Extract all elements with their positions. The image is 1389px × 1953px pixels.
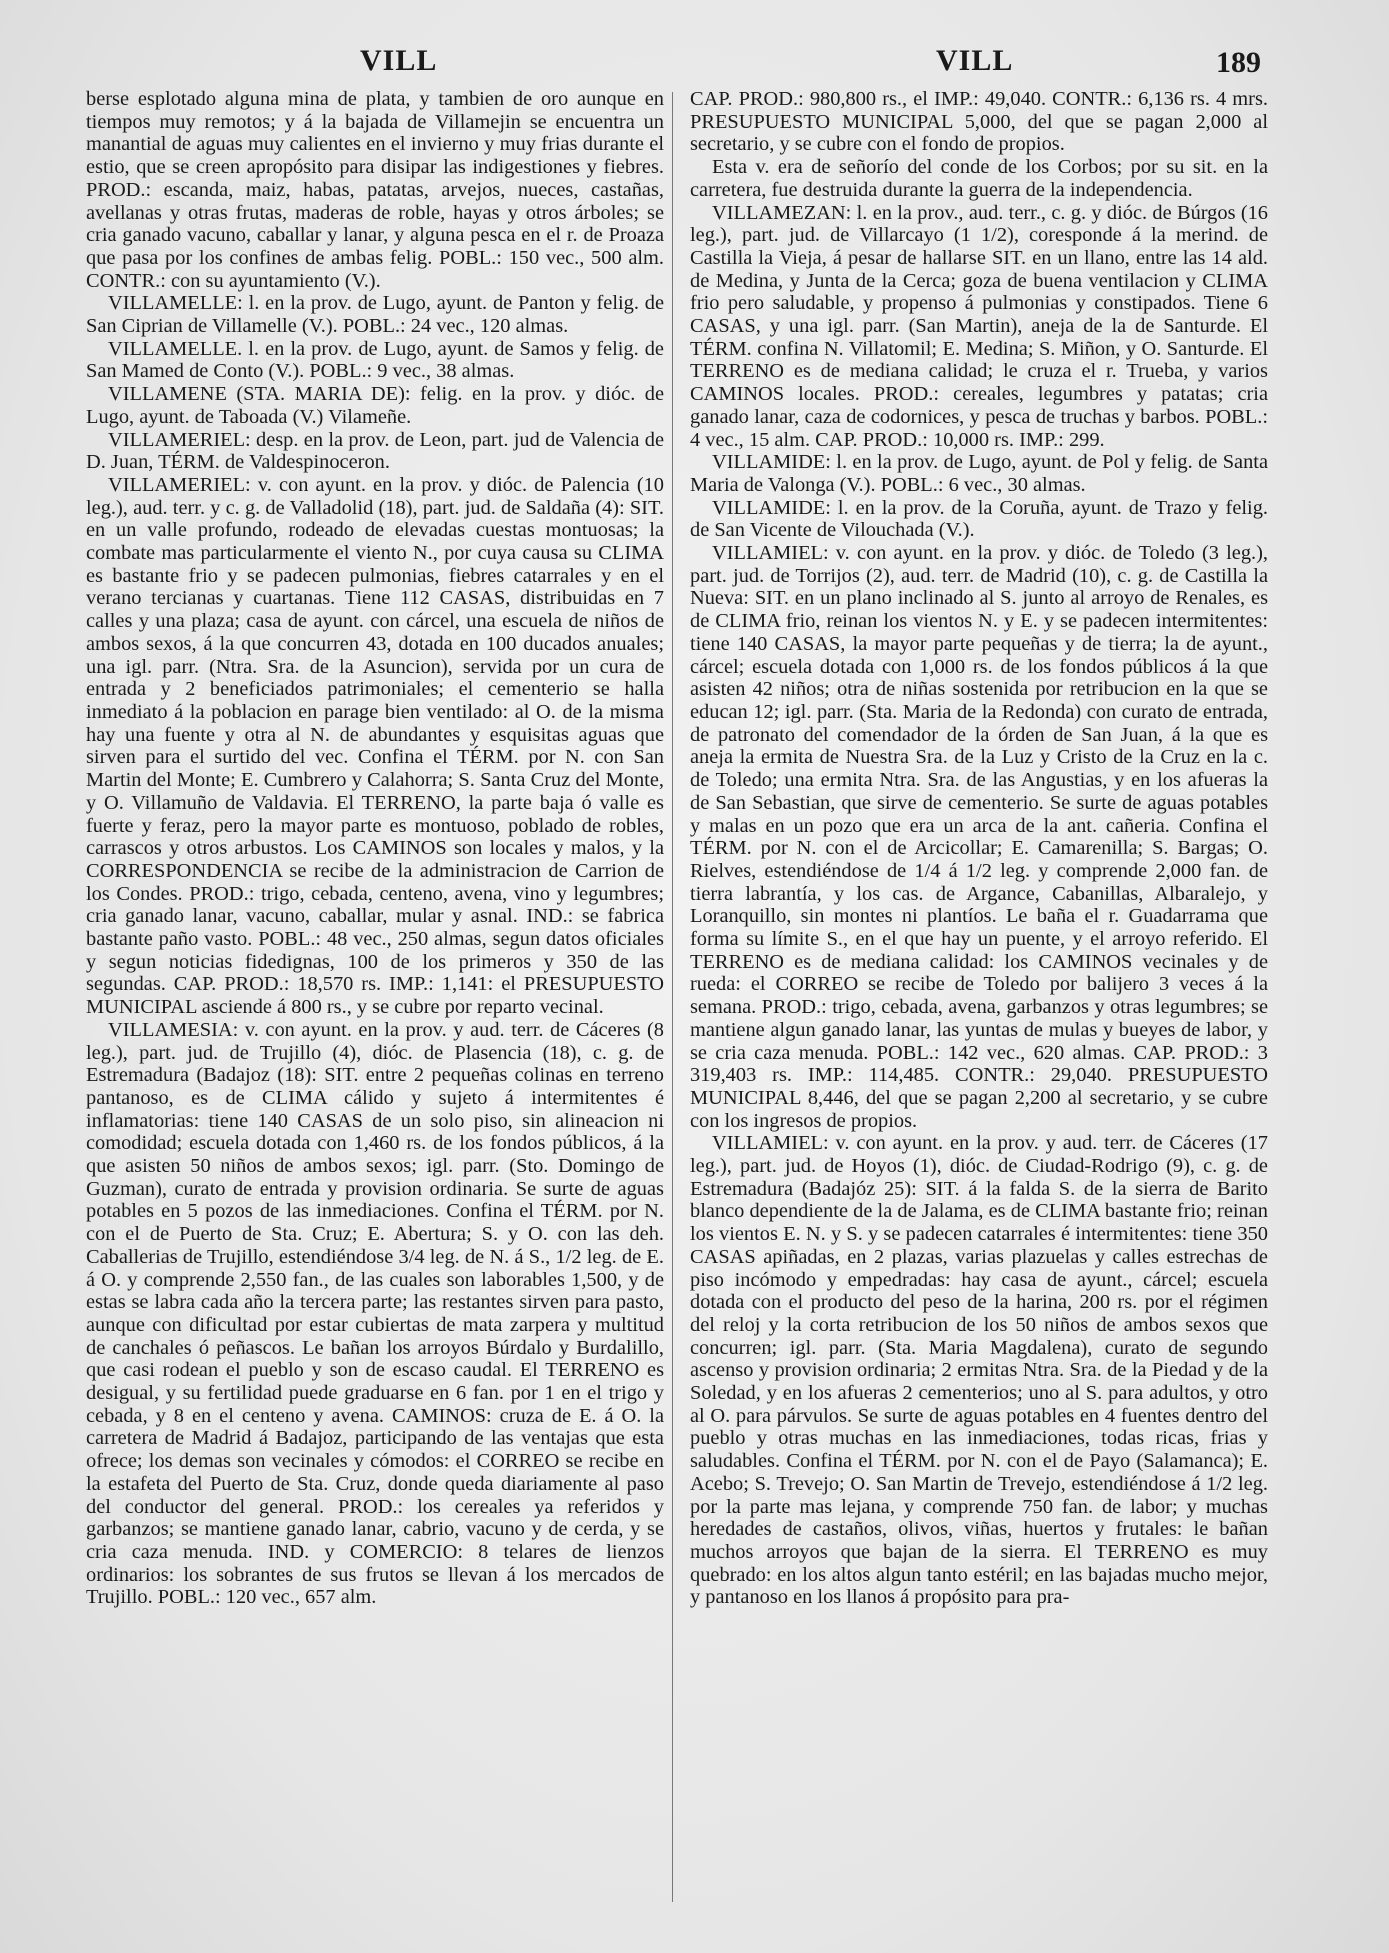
right-column [690, 88, 1268, 1609]
entry-paragraph: VILLAMIDE: l. en la prov. de la Coruña, ayunt. de Trazo y felig. de San Vicente de Vilouchada (V.). [690, 496, 1268, 542]
entry-paragraph: VILLAMIEL: v. con ayunt. en la prov. y dióc. de Toledo (3 leg.), part. jud. de Torrijos (2), aud. terr. de Madrid (10), c. g. de Castilla la Nueva: SIT. en un plano inclinado al S. junto al arroyo de Renales, es de CLIMA frio, reinan los vientos N. y E. y se padecen intermitentes: tiene 140 CASAS, la mayor parte pequeñas y de tierra; la de ayunt., cárcel; escuela dotada con 1,000 rs. de los fondos públicos á la que asisten 42 niños; otra de niñas sostenida por retribucion en la que se educan 12; igl. parr. (Sta. Maria de la Redonda) con curato de entrada, de patronato del comendador de la órden de San Juan, á la que es aneja la ermita de Nuestra Sra. de la Luz y Cristo de la Cruz en la c. de Toledo; una ermita Ntra. Sra. de las Angustias, y en los afueras la de San Sebastian, que sirve de cementerio. Se surte de aguas potables y malas en un pozo que era un arca de la ant. cañeria. Confina el TÉRM. por N. con el de Arcicollar; E. Camarenilla; S. Bargas; O. Rielves, estendiéndose de 1/4 á 1/2 leg. y comprende 2,000 fan. de tierra labrantía, y los cas. de Argance, Cabanillas, Albaralejo, y Loranquillo, sin montes ni plantíos. Le baña el r. Guadarrama que forma su límite S., en el que hay un puente, y el arroyo referido. El TERRENO es de mediana calidad: los CAMINOS vecinales y de rueda: el CORREO se recibe de Toledo por balijero 3 veces á la semana. PROD.: trigo, cebada, avena, garbanzos y otras legumbres; se mantiene algun ganado lanar, las yuntas de mulas y bueyes de labor, y se cria caza menuda. POBL.: 142 vec., 620 almas. CAP. PROD.: 3 319,403 rs. IMP.: 114,485. CONTR.: 29,040. PRESUPUESTO MUNICIPAL 8,446, del que se pagan 2,200 al secretario, y se cubre con los ingresos de propios. [690, 542, 1268, 1132]
header-right-title: VILL [936, 44, 1014, 77]
column-divider [672, 92, 673, 1902]
entry-paragraph: VILLAMERIEL: v. con ayunt. en la prov. y dióc. de Palencia (10 leg.), aud. terr. y c. g. de Valladolid (18), part. jud. de Saldaña (4): SIT. en un valle profundo, rodeado de elevadas cuestas montuosas; la combate mas particularmente el viento N., por cuya causa su CLIMA es bastante frio y se padecen pulmonias, fiebres catarrales y en el verano tercianas y cuartanas. Tiene 112 CASAS, distribuidas en 7 calles y una plaza; casa de ayunt. con cárcel, una escuela de niños de ambos sexos, á la que concurren 43, dotada en 100 ducados anuales; una igl. parr. (Ntra. Sra. de la Asuncion), servida por un cura de entrada y 2 beneficiados patrimoniales; el cementerio se halla inmediato á la poblacion en parage bien ventilado: al O. de la misma hay una fuente y otra al N. de abundantes y esquisitas aguas que sirven para el surtido del vec. Confina el TÉRM. por N. con San Martin del Monte; E. Cumbrero y Calahorra; S. Santa Cruz del Monte, y O. Villamuño de Valdavia. El TERRENO, la parte baja ó valle es fuerte y feraz, pero la mayor parte es montuoso, poblado de robles, carrascos y otros arbustos. Los CAMINOS son locales y malos, y la CORRESPONDENCIA se recibe de la administracion de Carrion de los Condes. PROD.: trigo, cebada, centeno, avena, vino y legumbres; cria ganado lanar, vacuno, caballar, mular y asnal. IND.: se fabrica bastante paño vasto. POBL.: 48 vec., 250 almas, segun datos oficiales y segun noticias fidedignas, 100 de los primeros y 350 de las segundas. CAP. PROD.: 18,570 rs. IMP.: 1,141: el PRESUPUESTO MUNICIPAL asciende á 800 rs., y se cubre por reparto vecinal. [86, 473, 664, 1019]
entry-paragraph: VILLAMELLE: l. en la prov. de Lugo, ayunt. de Panton y felig. de San Ciprian de Villamelle (V.). POBL.: 24 vec., 120 almas. [86, 292, 664, 338]
entry-paragraph: Esta v. era de señorío del conde de los Corbos; por su sit. en la carretera, fue destruida durante la guerra de la independencia. [690, 156, 1268, 201]
entry-paragraph: VILLAMENE (STA. MARIA DE): felig. en la prov. y dióc. de Lugo, ayunt. de Taboada (V.) Vilameñe. [86, 383, 664, 428]
left-column [86, 88, 664, 1609]
entry-paragraph: VILLAMEZAN: l. en la prov., aud. terr., c. g. y dióc. de Búrgos (16 leg.), part. jud. de Villarcayo (1 1/2), coresponde á la merind. de Castilla la Vieja, á pesar de hallarse SIT. en un llano, entre las 14 ald. de Medina, y Junta de la Cerca; goza de buena ventilacion y CLIMA frio pero saludable, y propenso á pulmonias y constipados. Tiene 6 CASAS, y una igl. parr. (San Martin), aneja de la de Santurde. El TÉRM. confina N. Villatomil; E. Medina; S. Miñon, y O. Santurde. El TERRENO es de mediana calidad; le cruza el r. Trueba, y varios CAMINOS locales. PROD.: cereales, legumbres y patatas; cria ganado lanar, caza de codornices, y pesca de truchas y barbos. POBL.: 4 vec., 15 alm. CAP. PROD.: 10,000 rs. IMP.: 299. [690, 201, 1268, 451]
entry-paragraph: VILLAMERIEL: desp. en la prov. de Leon, part. jud de Valencia de D. Juan, TÉRM. de Valdespinoceron. [86, 428, 664, 474]
running-header [0, 44, 1389, 90]
entry-paragraph: VILLAMESIA: v. con ayunt. en la prov. y aud. terr. de Cáceres (8 leg.), part. jud. de Trujillo (4), dióc. de Plasencia (18), c. g. de Estremadura (Badajoz (18): SIT. entre 2 pequeñas colinas en terreno pantanoso, es de CLIMA cálido y sujeto á intermitentes é inflamatorias: tiene 140 CASAS de un solo piso, sin alineacion ni comodidad; escuela dotada con 1,460 rs. de los fondos públicos, á la que asisten 50 niños de ambos sexos; igl. parr. (Sto. Domingo de Guzman), curato de entrada y provision ordinaria. Se surte de aguas potables en 5 pozos de las inmediaciones. Confina el TÉRM. por N. con el de Puerto de Sta. Cruz; E. Abertura; S. y O. con las deh. Caballerias de Trujillo, estendiéndose 3/4 leg. de N. á S., 1/2 leg. de E. á O. y comprende 2,550 fan., de las cuales son laborables 1,500, y de estas se labra cada año la tercera parte; las restantes sirven para pasto, aunque con dificultad por estar cubiertas de mata zarpera y multitud de canchales ó peñascos. Le bañan los arroyos Búrdalo y Burdalillo, que casi rodean el pueblo y son de escaso caudal. El TERRENO es desigual, y su fertilidad puede graduarse en 6 fan. por 1 en el trigo y cebada, y 8 en el centeno y avena. CAMINOS: cruza de E. á O. la carretera de Madrid á Badajoz, participando de las ventajas que esta ofrece; los demas son vecinales y cómodos: el CORREO se recibe en la estafeta del Puerto de Sta. Cruz, donde queda diariamente al paso del conductor del general. PROD.: los cereales ya referidos y garbanzos; se mantiene ganado lanar, cabrio, vacuno y de cerda, y se cria caza menuda. IND. y COMERCIO: 8 telares de lienzos ordinarios: los sobrantes de sus frutos se llevan á los mercados de Trujillo. POBL.: 120 vec., 657 alm. [86, 1018, 664, 1609]
header-left-title: VILL [360, 44, 438, 77]
paragraph: berse esplotado alguna mina de plata, y tambien de oro aunque en tiempos muy remotos; y á la bajada de Villamejin se encuentra un manantial de aguas muy calientes en el invierno y muy frias durante el estio, que se creen apropósito para disipar las indigestiones y fiebres. PROD.: escanda, maiz, habas, patatas, arvejos, nueces, castañas, avellanas y otras frutas, maderas de roble, hayas y otros árboles; se cria ganado vacuno, caballar y lanar, y alguna pesca en el r. de Proaza que pasa por los confines de ambas felig. POBL.: 150 vec., 500 alm. CONTR.: con su ayuntamiento (V.). [86, 88, 664, 292]
page-number: 189 [1216, 46, 1261, 79]
paragraph: CAP. PROD.: 980,800 rs., el IMP.: 49,040. CONTR.: 6,136 rs. 4 mrs. PRESUPUESTO MUNICIPAL 5,000, del que se pagan 2,000 al secretario, y se cubre con el fondo de propios. [690, 88, 1268, 156]
entry-paragraph: VILLAMIEL: v. con ayunt. en la prov. y aud. terr. de Cáceres (17 leg.), part. jud. de Hoyos (1), dióc. de Ciudad-Rodrigo (9), c. g. de Estremadura (Badajóz 25): SIT. á la falda S. de la sierra de Barito blanco dependiente de la de Jalama, es de CLIMA bastante frio; reinan los vientos E. N. y S. y se padecen catarrales é intermitentes: tiene 350 CASAS apiñadas, en 2 plazas, varias plazuelas y calles estrechas de piso incómodo y empedradas: hay casa de ayunt., cárcel; escuela dotada con el producto del peso de la harina, 200 rs. por el régimen del reloj y la corta retribucion de los 50 niños de ambos sexos que concurren; igl. parr. (Sta. Maria Magdalena), curato de segundo ascenso y provision ordinaria; 2 ermitas Ntra. Sra. de la Piedad y de la Soledad, y en los afueras 2 cementerios; uno al S. para adultos, y otro al O. para párvulos. Se surte de aguas potables en 4 fuentes dentro del pueblo y otras muchas en las inmediaciones, todas ricas, frias y saludables. Confina el TÉRM. por N. con el de Payo (Salamanca); E. Acebo; S. Trevejo; O. San Martin de Trevejo, estendiéndose á 1/2 leg. por la parte mas lejana, y comprende 750 fan. de labor; y muchas heredades de castaños, olivos, viñas, huertos y frutales: le bañan muchos arroyos que bajan de la sierra. El TERRENO es muy quebrado: en los altos algun tanto estéril; en las bajadas mucho mejor, y pantanoso en los llanos á propósito para pra- [690, 1132, 1268, 1609]
entry-paragraph: VILLAMELLE. l. en la prov. de Lugo, ayunt. de Samos y felig. de San Mamed de Conto (V.). POBL.: 9 vec., 38 almas. [86, 337, 664, 383]
entry-paragraph: VILLAMIDE: l. en la prov. de Lugo, ayunt. de Pol y felig. de Santa Maria de Valonga (V.). POBL.: 6 vec., 30 almas. [690, 451, 1268, 496]
